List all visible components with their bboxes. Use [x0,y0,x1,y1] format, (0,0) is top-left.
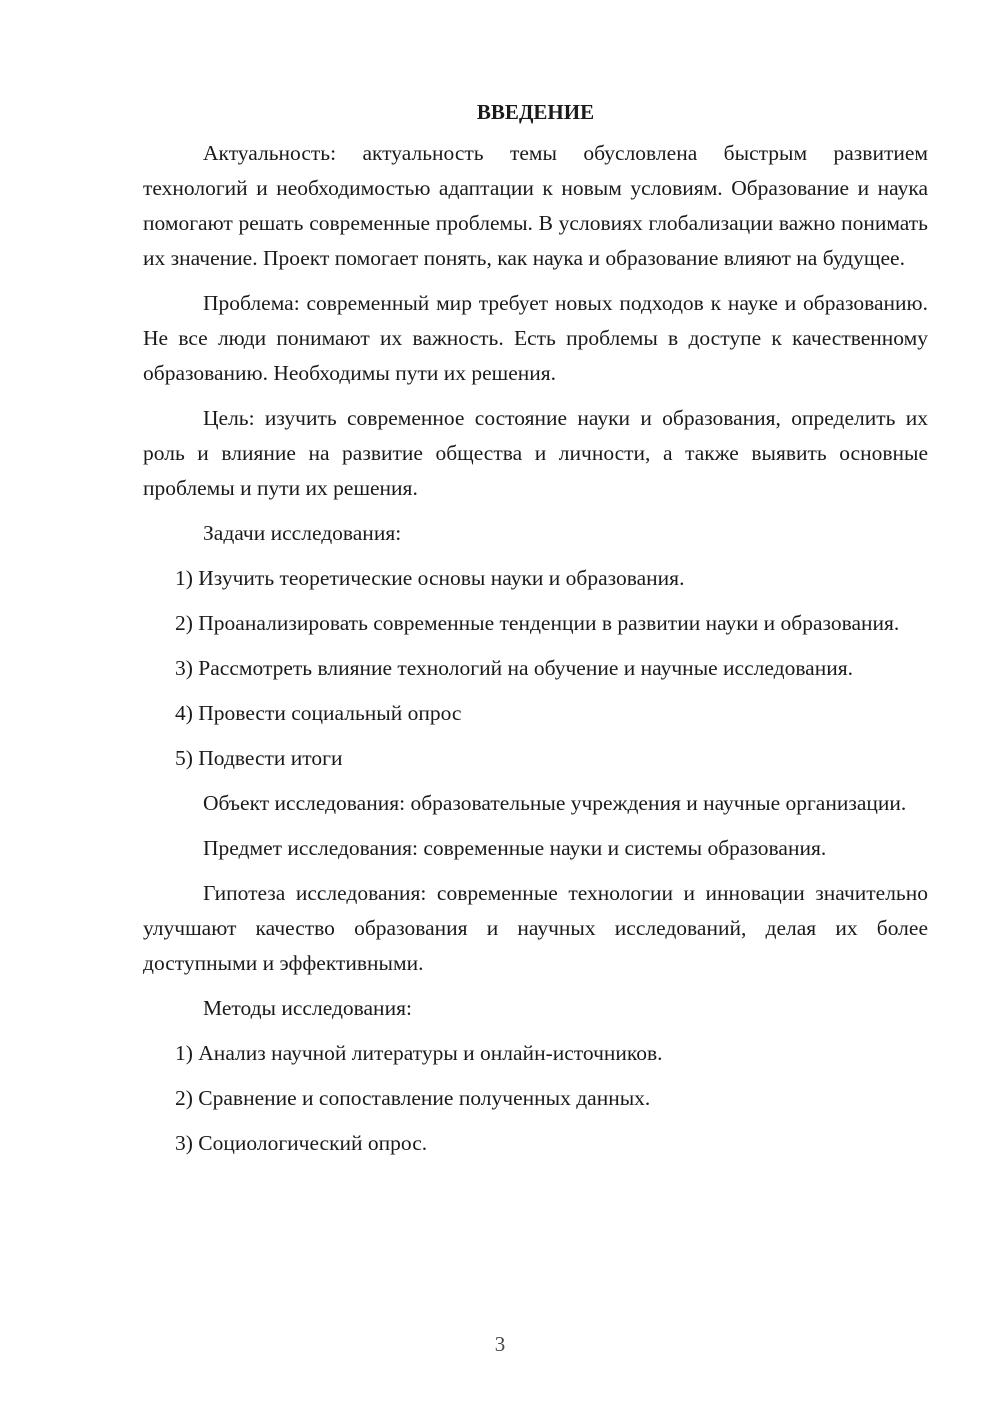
tasks-heading: Задачи исследования: [203,521,402,545]
object-paragraph: Объект исследования: образовательные учреждения и научные организации. [203,791,907,815]
task-item: 1) Изучить теоретические основы науки и образования. [175,566,685,590]
method-item: 3) Социологический опрос. [175,1131,428,1155]
document-page [143,96,928,1171]
task-item: 2) Проанализировать современные тенденции в развитии науки и образования. [175,611,900,635]
task-item: 3) Рассмотреть влияние технологий на обучение и научные исследования. [175,656,854,680]
methods-heading: Методы исследования: [203,996,412,1020]
problem-paragraph: Проблема: современный мир требует новых подходов к науке и образованию. Не все люди понимают их важность. Есть проблемы в доступе к качественному образованию. Необходимы пути их решения. [143,291,928,385]
goal-paragraph: Цель: изучить современное состояние науки и образования, определить их роль и влияние на развитие общества и личности, а также выявить основные проблемы и пути их решения. [143,406,928,500]
hypothesis-paragraph: Гипотеза исследования: современные технологии и инновации значительно улучшают качество образования и научных исследований, делая их более доступными и эффективными. [143,881,928,975]
page-number: 3 [494,1332,506,1356]
relevance-paragraph: Актуальность: актуальность темы обусловлена быстрым развитием технологий и необходимостью адаптации к новым условиям. Образование и наука помогают решать современные проблемы. В условиях глобализации важно понимать их значение. Проект помогает понять, как наука и образование влияют на будущее. [143,141,928,270]
method-item: 2) Сравнение и сопоставление полученных данных. [175,1086,651,1110]
method-item: 1) Анализ научной литературы и онлайн-источников. [175,1041,663,1065]
task-item: 5) Подвести итоги [175,746,343,770]
section-title: ВВЕДЕНИЕ [476,100,595,124]
task-item: 4) Провести социальный опрос [175,701,462,725]
subject-paragraph: Предмет исследования: современные науки и системы образования. [203,836,827,860]
